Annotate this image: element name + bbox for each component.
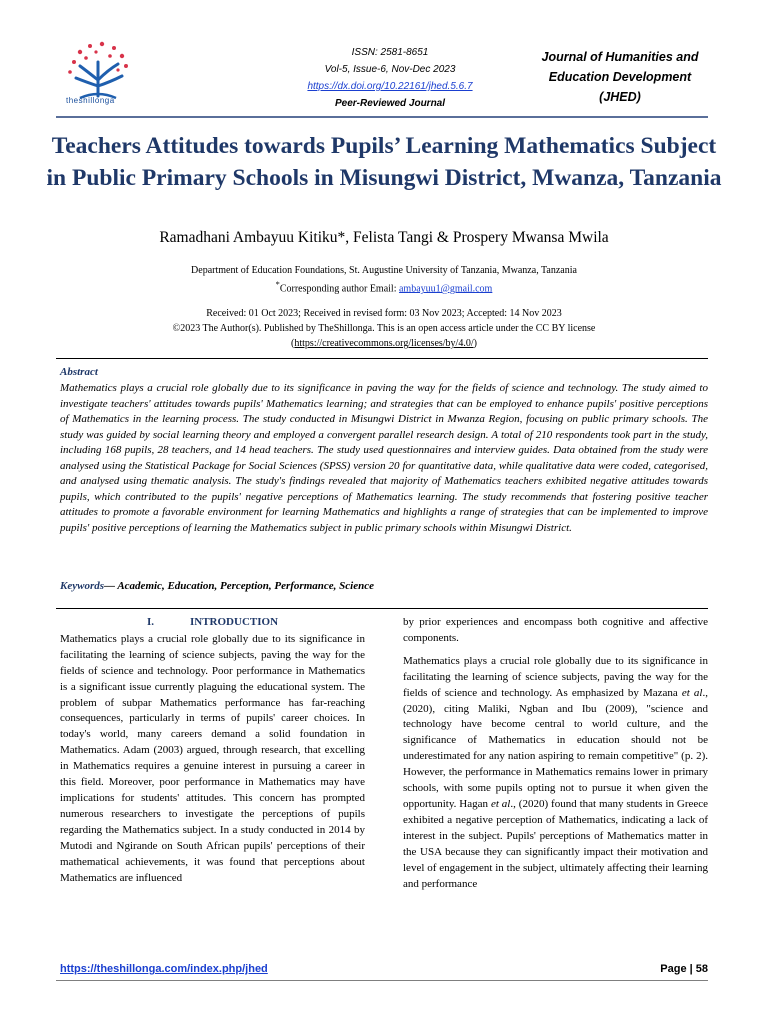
left-column — [60, 615, 365, 893]
abstract-top-divider — [56, 358, 708, 359]
copyright-notice: ©2023 The Author(s). Published by TheShillonga. This is an open access article under the CC BY license — [172, 323, 596, 334]
body-text: ., (2020), citing Maliki, Ngban and Ibu (2009), "science and technology have become central to world culture, and the significance of Mathematics in education should not be underestimated for any nation aspiring to remain competitive" (p. 2). However, the performance in Mathematics remains lower in primary schools, with some pupils opting not to pursue it when given the opportunity. Hagan — [403, 686, 708, 810]
keywords-list: — Academic, Education, Perception, Performance, Science — [104, 580, 374, 592]
journal-name-line1: Journal of Humanities and — [541, 50, 699, 64]
et-al: et al — [681, 686, 703, 699]
abstract-heading: Abstract — [60, 366, 98, 378]
article-authors: Ramadhani Ambayuu Kitiku*, Felista Tangi & Prospery Mwansa Mwila — [159, 229, 609, 246]
section-number: I. — [146, 616, 154, 628]
affiliation-block — [40, 264, 728, 296]
logo-wordmark: theshillonga — [66, 96, 115, 105]
journal-abbreviation: (JHED) — [599, 90, 641, 104]
abstract-text: Mathematics plays a crucial role globally due to its significance in paving the way for the fields of science and technology. The study aimed to investigate teachers' attitudes towards pupils' Mathematics learning; and strategies that can be employed to enhance pupils' positive perceptions of Mathematics in the learning process. The study conducted in Misungwi District in Mwanza Region, focusing on public primary schools. The study was guided by social learning theory and employed a convergent parallel research design. A total of 210 respondents took part in the study, including 168 pupils, 28 teachers, and 14 head teachers. The study used questionnaires and interview guides. Data obtained from the study were analysed using the Statistical Package for Social Sciences (SPSS) version 20 for quantitative data, while qualitative data were coded, categorised, and analysed using thematic analysis. The study's findings revealed that majority of Mathematics teachers exhibited negative attitudes towards pupils, which contributed to the pupils' negative perceptions of Mathematics learning. The study recommends that fostering positive teacher attitudes to promote a favorable environment for learning Mathematics and highlights a range of strategies that can be implemented to improve pupils' positive perceptions of learning the Mathematics subject in public primary schools within Misungwi District. — [60, 382, 708, 534]
article-history — [40, 306, 728, 351]
article-title: Teachers Attitudes towards Pupils’ Learning Mathematics Subject in Public Primary Schools in Misungwi District, Mwanza, Tanzania — [46, 133, 722, 191]
license-close-paren: ) — [473, 338, 477, 349]
page-number: Page | 58 — [660, 963, 708, 975]
footer-divider — [56, 980, 708, 981]
et-al: et al — [490, 797, 511, 810]
keywords-label: Keywords — [60, 580, 104, 592]
doi-link[interactable]: https://dx.doi.org/10.22161/jhed.5.6.7 — [307, 81, 473, 92]
issue-info — [240, 44, 540, 112]
corresponding-author — [40, 278, 728, 296]
corresponding-marker: * — [275, 280, 280, 289]
issn: ISSN: 2581-8651 — [351, 47, 429, 58]
section-heading — [60, 615, 365, 631]
keywords-line — [60, 580, 708, 592]
body-paragraph: by prior experiences and encompass both cognitive and affective components. — [403, 616, 708, 644]
volume-issue: Vol-5, Issue-6, Nov-Dec 2023 — [324, 64, 456, 75]
received-dates: Received: 01 Oct 2023; Received in revised form: 03 Nov 2023; Accepted: 14 Nov 2023 — [206, 308, 562, 319]
corresponding-label: Corresponding author Email: — [279, 283, 399, 295]
header-divider — [56, 116, 708, 118]
body-text: ., (2020) found that many students in Greece exhibited a negative perception of Mathematics, indicating a lack of interest in the subject. Pupils' perceptions of Mathematics matter in the USA because they can significantly impact their motivation and level of engagement in the subject, ultimately affecting their learning and performance — [403, 797, 709, 890]
journal-name — [520, 47, 720, 107]
body-text: Mathematics plays a crucial role globally due to its significance in facilitating the learning of science subjects, paving the way for the fields of science and technology. As emphasized by Mazana — [403, 654, 708, 699]
license-open-paren: ( — [291, 338, 295, 349]
license-link[interactable]: https://creativecommons.org/licenses/by/4.0/ — [294, 338, 474, 349]
section-title: INTRODUCTION — [190, 616, 279, 628]
body-paragraph — [403, 654, 708, 893]
body-paragraph: Mathematics plays a crucial role globally due to its significance in facilitating the learning of science subjects, paving the way for the fields of science and technology. Poor performance in Mathematics is a significant issue currently plaguing the educational system. The problem of subpar Mathematics performance has far-reaching consequences, particularly in terms of pupils' career choices. In today's world, many careers demand a solid foundation in Mathematics. Adam (2003) argued, through research, that excelling in Mathematics requires a genuine interest in pursuing a career in this field. Moreover, poor performance in Mathematics may have implications for students' attitudes. This concern has prompted numerous researchers to investigate the perceptions of pupils regarding the Mathematics subject. In a study conducted in 2014 by Mutodi and Ngirande on South African pupils' perceptions of their mathematical achievements, it was found that perceptions about Mathematics are influenced — [60, 632, 365, 884]
right-column — [403, 615, 708, 899]
journal-name-line2: Education Development — [548, 70, 692, 84]
journal-url-link[interactable]: https://theshillonga.com/index.php/jhed — [60, 963, 268, 975]
abstract-bottom-divider — [56, 608, 708, 609]
license-line — [40, 336, 728, 351]
department: Department of Education Foundations, St. Augustine University of Tanzania, Mwanza, Tanzania — [191, 265, 577, 276]
peer-review-label: Peer-Reviewed Journal — [334, 98, 446, 109]
author-email-link[interactable]: ambayuu1@gmail.com — [398, 283, 493, 295]
